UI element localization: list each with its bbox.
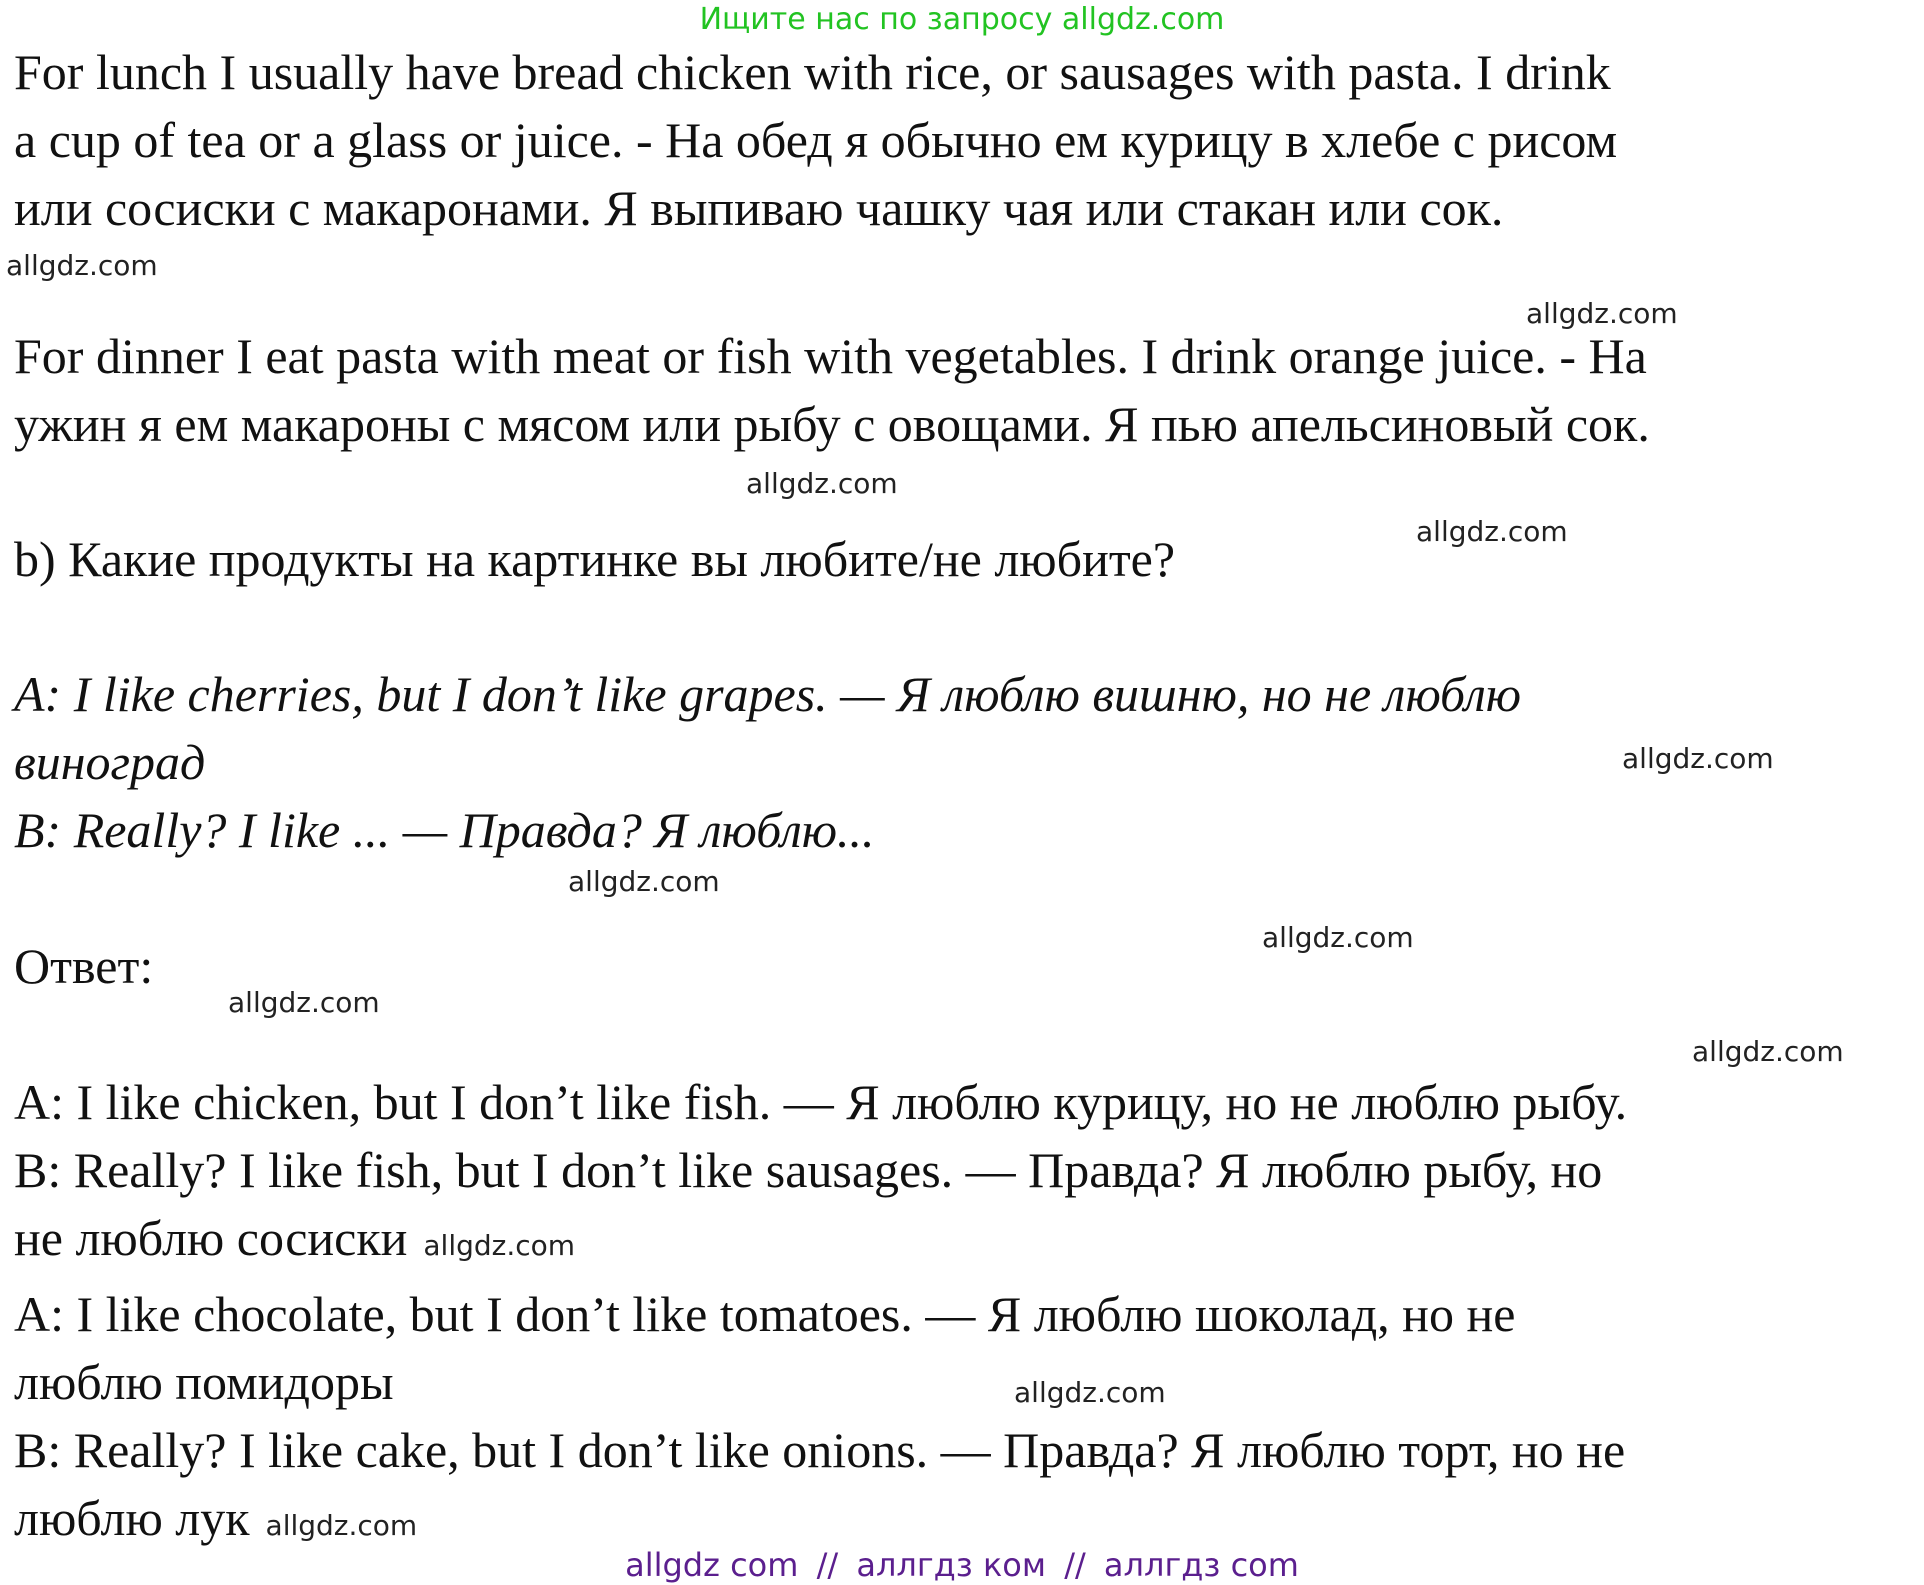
lunch-line-1: For lunch I usually have bread chicken with rice, or sausages with pasta. I drink — [14, 44, 1611, 100]
task-b-heading — [14, 525, 1912, 593]
watermark: allgdz.com — [1262, 921, 1414, 954]
watermark: allgdz.com — [228, 986, 380, 1019]
answer-line-7: люблю лук — [14, 1490, 250, 1546]
footer-link-allgdz[interactable]: allgdz com — [625, 1546, 799, 1584]
footer-links — [0, 1545, 1924, 1585]
dinner-paragraph — [14, 322, 1912, 458]
answer-line-2: B: Really? I like fish, but I don’t like sausages. — Правда? Я люблю рыбу, но — [14, 1142, 1603, 1198]
watermark: allgdz.com — [1014, 1376, 1166, 1409]
footer-separator: // — [1064, 1546, 1086, 1584]
answer-label-text: Ответ: — [14, 938, 154, 994]
task-b-text: b) Какие продукты на картинке вы любите/не любите? — [14, 531, 1176, 587]
example-line-1: A: I like cherries, but I don’t like grapes. — Я люблю вишню, но не люблю — [14, 666, 1522, 722]
answer-line-6: B: Really? I like cake, but I don’t like onions. — Правда? Я люблю торт, но не — [14, 1422, 1626, 1478]
footer-link-allgdz-mixed[interactable]: аллгдз com — [1103, 1546, 1299, 1584]
watermark: allgdz.com — [1692, 1035, 1844, 1068]
answer-line-4: A: I like chocolate, but I don’t like tomatoes. — Я люблю шоколад, но не — [14, 1286, 1516, 1342]
watermark: allgdz.com — [746, 467, 898, 500]
footer-link-allgdz-cyr[interactable]: аллгдз ком — [856, 1546, 1047, 1584]
answer-line-3-wrap — [14, 1204, 1912, 1280]
dinner-line-2: ужин я ем макароны с мясом или рыбу с овощами. Я пью апельсиновый сок. — [14, 396, 1650, 452]
lunch-line-2: a cup of tea or a glass or juice. - На обед я обычно ем курицу в хлебе с рисом — [14, 112, 1618, 168]
watermark: allgdz.com — [1526, 297, 1678, 330]
answer-dialogue — [14, 1068, 1912, 1560]
example-line-3: B: Really? I like ... — Правда? Я люблю... — [14, 802, 875, 858]
watermark: allgdz.com — [423, 1229, 576, 1262]
watermark: allgdz.com — [1416, 515, 1568, 548]
footer-separator: // — [816, 1546, 839, 1584]
watermark: allgdz.com — [6, 249, 158, 282]
watermark: allgdz.com — [1622, 742, 1774, 775]
top-banner[interactable]: Ищите нас по запросу allgdz.com — [699, 2, 1225, 37]
watermark: allgdz.com — [265, 1509, 418, 1542]
example-line-2: виноград — [14, 734, 206, 790]
answer-line-3: не люблю сосиски — [14, 1210, 408, 1266]
lunch-line-3: или сосиски с макаронами. Я выпиваю чашку чая или стакан или сок. — [14, 180, 1504, 236]
answer-line-1: A: I like chicken, but I don’t like fish. — Я люблю курицу, но не люблю рыбу. — [14, 1074, 1628, 1130]
lunch-paragraph — [14, 38, 1912, 242]
watermark: allgdz.com — [568, 865, 720, 898]
answer-line-5: люблю помидоры — [14, 1354, 394, 1410]
dinner-line-1: For dinner I eat pasta with meat or fish with vegetables. I drink orange juice. - На — [14, 328, 1647, 384]
